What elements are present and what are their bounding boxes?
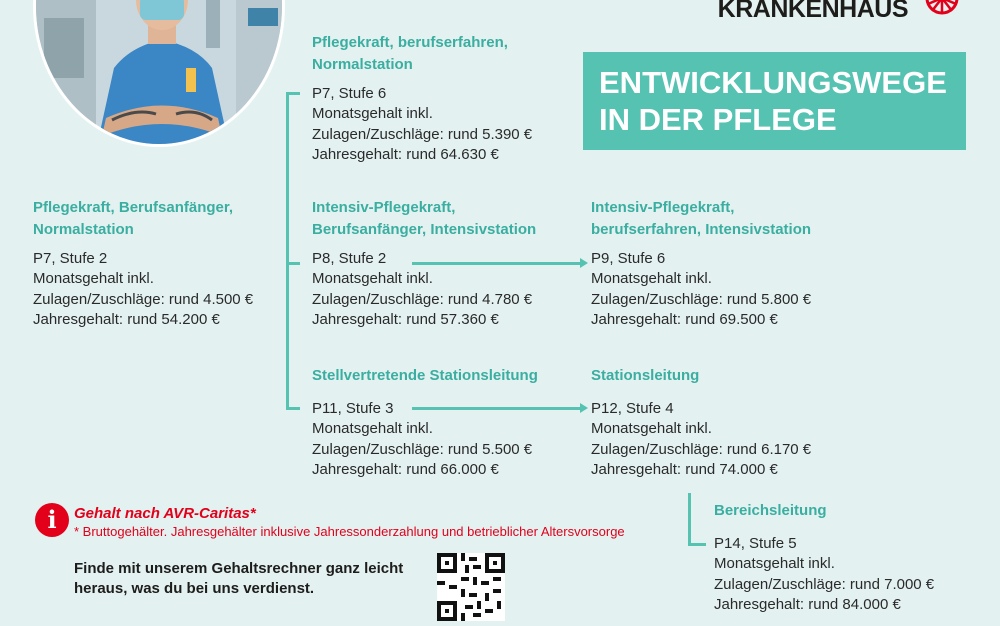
connector-vertical-p14 bbox=[688, 493, 691, 546]
nurse-illustration bbox=[36, 0, 285, 147]
position-card-p9-6 bbox=[591, 197, 811, 330]
nurse-photo bbox=[33, 0, 285, 147]
salary-footnote: * Bruttogehälter. Jahresgehälter inklusive Jahressonderzahlung und betrieblicher Altersvorsorge bbox=[74, 524, 625, 539]
connector-branch-p8 bbox=[286, 262, 300, 265]
page-title bbox=[583, 52, 966, 150]
position-details: P12, Stufe 4 Monatsgehalt inkl. Zulagen/Zuschläge: rund 6.170 € Jahresgehalt: rund 74.000 € bbox=[591, 400, 812, 478]
salary-calculator-text: Finde mit unserem Gehaltsrechner ganz leicht heraus, was du bei uns verdienst. bbox=[74, 560, 404, 597]
position-title: Pflegekraft, Berufsanfänger, Normalstation bbox=[33, 199, 234, 238]
position-card-p8-2 bbox=[312, 197, 536, 330]
position-details: P9, Stufe 6 Monatsgehalt inkl. Zulagen/Zuschläge: rund 5.800 € Jahresgehalt: rund 69.500 € bbox=[591, 250, 812, 328]
logo-line-2: KRANKENHAUS bbox=[717, 0, 908, 23]
position-details: P8, Stufe 2 Monatsgehalt inkl. Zulagen/Zuschläge: rund 4.780 € Jahresgehalt: rund 57.360 € bbox=[312, 250, 533, 328]
position-title: Stellvertretende Stationsleitung bbox=[312, 367, 538, 384]
position-card-p12-4 bbox=[591, 365, 811, 480]
position-title: Stationsleitung bbox=[591, 367, 700, 384]
position-details: P14, Stufe 5 Monatsgehalt inkl. Zulagen/Zuschläge: rund 7.000 € Jahresgehalt: rund 84.000 € bbox=[714, 535, 935, 613]
position-details: P7, Stufe 2 Monatsgehalt inkl. Zulagen/Zuschläge: rund 4.500 € Jahresgehalt: rund 54.200 € bbox=[33, 250, 254, 328]
qr-code-icon[interactable] bbox=[437, 553, 505, 621]
title-line-2: IN DER PFLEGE bbox=[599, 102, 837, 137]
title-line-1: ENTWICKLUNGSWEGE bbox=[599, 65, 947, 100]
position-card-p7-2 bbox=[33, 197, 253, 330]
position-title: Pflegekraft, berufserfahren, Normalstation bbox=[312, 34, 508, 73]
info-icon: i bbox=[35, 503, 69, 537]
salary-basis-note: Gehalt nach AVR-Caritas* bbox=[74, 505, 256, 522]
qr-code-graphic bbox=[437, 553, 505, 621]
position-title: Bereichsleitung bbox=[714, 502, 827, 519]
arrow-p9 bbox=[580, 258, 588, 268]
connector-branch-p14 bbox=[688, 543, 706, 546]
position-details: P7, Stufe 6 Monatsgehalt inkl. Zulagen/Zuschläge: rund 5.390 € Jahresgehalt: rund 64.630 € bbox=[312, 85, 533, 163]
hospital-logo bbox=[700, 0, 969, 22]
connector-vertical-main bbox=[286, 92, 289, 409]
position-card-p7-6 bbox=[312, 32, 532, 165]
position-details: P11, Stufe 3 Monatsgehalt inkl. Zulagen/Zuschläge: rund 5.500 € Jahresgehalt: rund 66.000 € bbox=[312, 400, 533, 478]
connector-branch-p7-6 bbox=[286, 92, 300, 95]
position-card-p14-5 bbox=[714, 500, 934, 615]
position-card-p11-3 bbox=[312, 365, 538, 480]
wheel-logo-icon bbox=[916, 0, 968, 24]
position-title: Intensiv-Pflegekraft, berufserfahren, Intensivstation bbox=[591, 199, 812, 238]
arrow-p12 bbox=[580, 403, 588, 413]
position-title: Intensiv-Pflegekraft, Berufsanfänger, Intensivstation bbox=[312, 199, 537, 238]
connector-branch-p11 bbox=[286, 407, 300, 410]
